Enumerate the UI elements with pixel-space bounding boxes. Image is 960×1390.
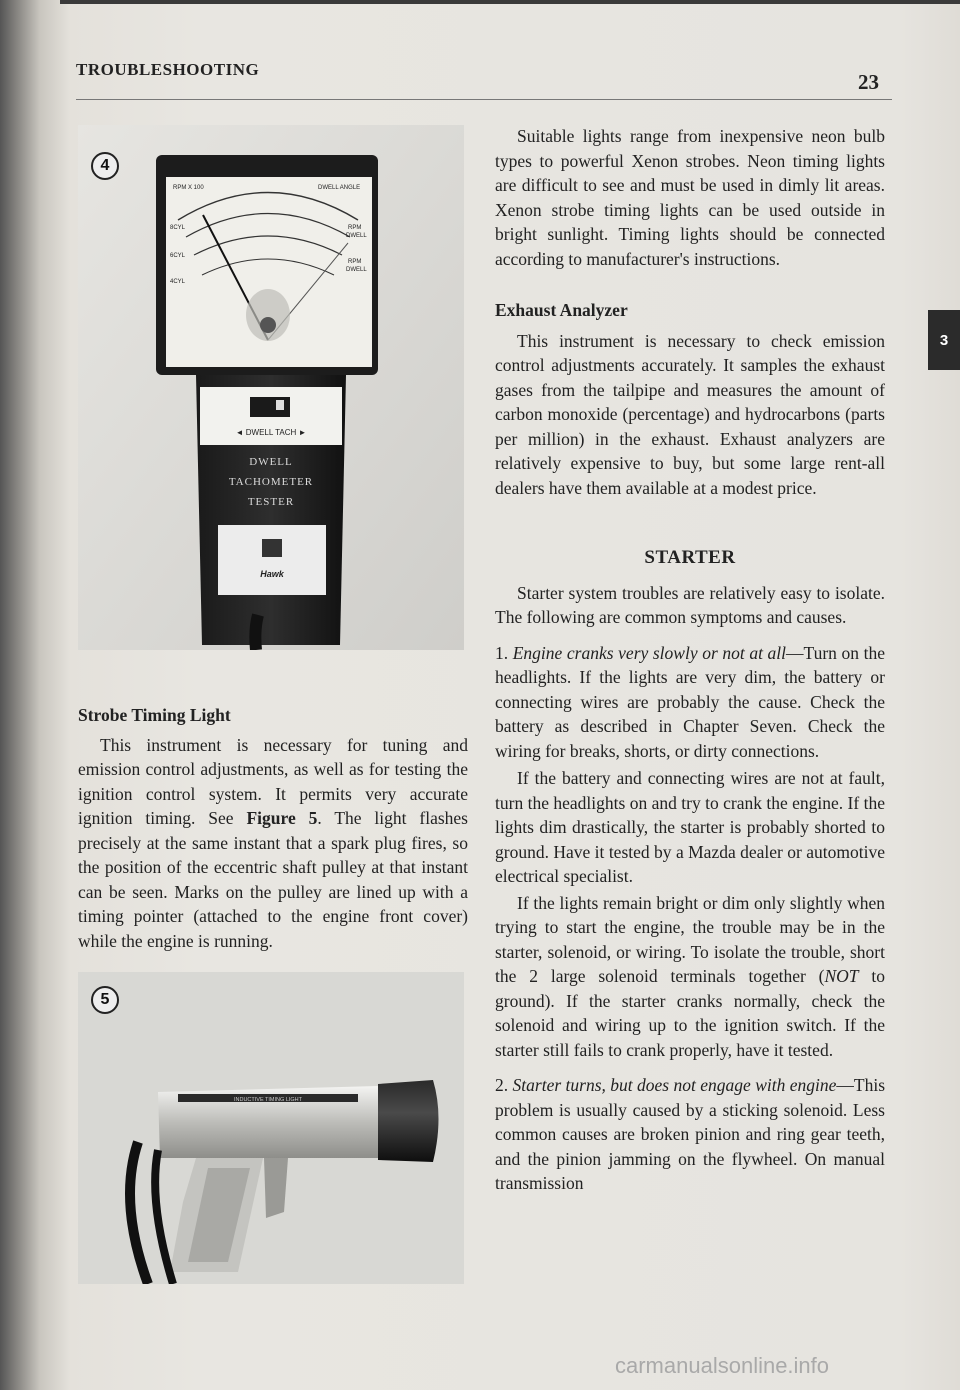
meter-label-dwell-2: DWELL [346,267,367,273]
device-name-line-3: TESTER [247,496,295,508]
list-item-2 [495,1073,885,1196]
list-item-title: Starter turns, but does not engage with engine [512,1075,837,1095]
meter-label-dwell: DWELL [346,233,367,239]
left-column [78,703,468,953]
paragraph-starter-intro: Starter system troubles are relatively easy to isolate. The following are common symptoms and causes. [495,582,885,627]
meter-label-4cyl: 4CYL [170,279,186,285]
page-number: 23 [858,70,879,94]
top-edge-rule [60,0,960,4]
figure-5-number: 5 [91,986,119,1014]
text-span: This instrument is necessary for tuning and emission control adjustments, as well as for testing the ignition control system. It permits very accurate ignition timing. See [78,734,468,828]
meter-label-rpm: RPM [348,225,362,231]
timing-light-gun-image [78,972,464,1284]
running-head: TROUBLESHOOTING [76,60,260,79]
meter-label-dwell-angle: DWELL ANGLE [318,185,361,191]
list-item-1 [495,641,885,764]
paragraph-strobe-timing-light [78,733,468,954]
list-item-title: Engine cranks very slowly or not at all [512,642,787,663]
paragraph-fault: If the battery and connecting wires are not at fault, turn the headlights on and try to crank the engine. If the lights dim drastically, the starter is probably shorted to ground. Have it tested by a Mazda dealer or automotive electrical specialist. [495,768,885,886]
text-span: . The light flashes precisely at the same instant that a spark plug fires, so the position of the eccentric shaft pulley at that instant can be seen. Marks on the pulley are lined up with a timing pointer (attached to the engine front cover) while the engine is running. [78,808,468,951]
header-rule [76,99,892,100]
emphasis-not: NOT [824,966,859,986]
paragraph-timing-lights: Suitable lights range from inexpensive neon bulb types to powerful Xenon strobes. Neon timing lights are difficult to see and must be used in dimly lit areas. Xenon strobe timing lights can be used outside in bright sunlight. Timing lights should be connected according to manufacturer's instructions. [495,126,885,269]
device-name-line-1: DWELL [249,456,293,468]
chapter-tab: 3 [928,310,960,370]
figure-5-photo [78,972,464,1284]
figure-4-number: 4 [91,152,119,180]
watermark: carmanualsonline.info [615,1353,830,1378]
timing-light-label: INDUCTIVE TIMING LIGHT [233,1097,303,1103]
paragraph-lights-bright [495,891,885,1063]
right-column [495,124,885,1196]
dwell-tach-switch-label: ◄ DWELL TACH ► [235,428,307,437]
dwell-tachometer-tester-image [78,125,464,650]
text-span: —Turn on the headlights. If the lights are very dim, the battery or connecting wires are probably the cause. Check the battery as described in Chapter Seven. Check the wiring for breaks, shorts, or dirty connections. [495,642,885,761]
meter-label-rpm-2: RPM [348,259,362,265]
heading-starter: STARTER [644,547,736,568]
meter-label-8cyl: 8CYL [170,225,186,231]
meter-label-rpm-x100: RPM X 100 [173,185,204,191]
meter-label-6cyl: 6CYL [170,253,186,259]
text-span: —This problem is usually caused by a sticking solenoid. Less common causes are broken pinion and ring gear teeth, and the pinion jamming on the flywheel. On manual transmission [495,1075,886,1193]
device-name-line-2: TACHOMETER [228,476,314,488]
heading-exhaust-analyzer: Exhaust Analyzer [495,300,628,320]
heading-strobe-timing-light: Strobe Timing Light [78,705,231,725]
figure-5-reference: Figure 5 [246,808,318,828]
text-span: If the lights remain bright or dim only slightly when trying to start the engine, the trouble may be in the starter, solenoid, or wiring. To isolate the trouble, short the 2 large solenoid terminals together ( [495,892,885,986]
figure-4-photo [78,125,464,650]
brand-logo-text: Hawk [260,569,284,579]
paragraph-exhaust-analyzer: This instrument is necessary to check emission control adjustments accurately. It samples the exhaust gases from the tailpipe and measures the amount of carbon monoxide (percentage) and hydrocarbons (parts per million) in the exhaust. Exhaust analyzers are relatively expensive to buy, but some large rent-all dealers have them available at a modest price. [495,330,885,498]
list-number: 1. [495,642,509,663]
text-span: to ground). If the starter cranks normally, check the solenoid and wiring up to the ignition switch. If the starter still fails to crank properly, have it tested. [495,966,885,1060]
list-number: 2. [495,1075,509,1095]
